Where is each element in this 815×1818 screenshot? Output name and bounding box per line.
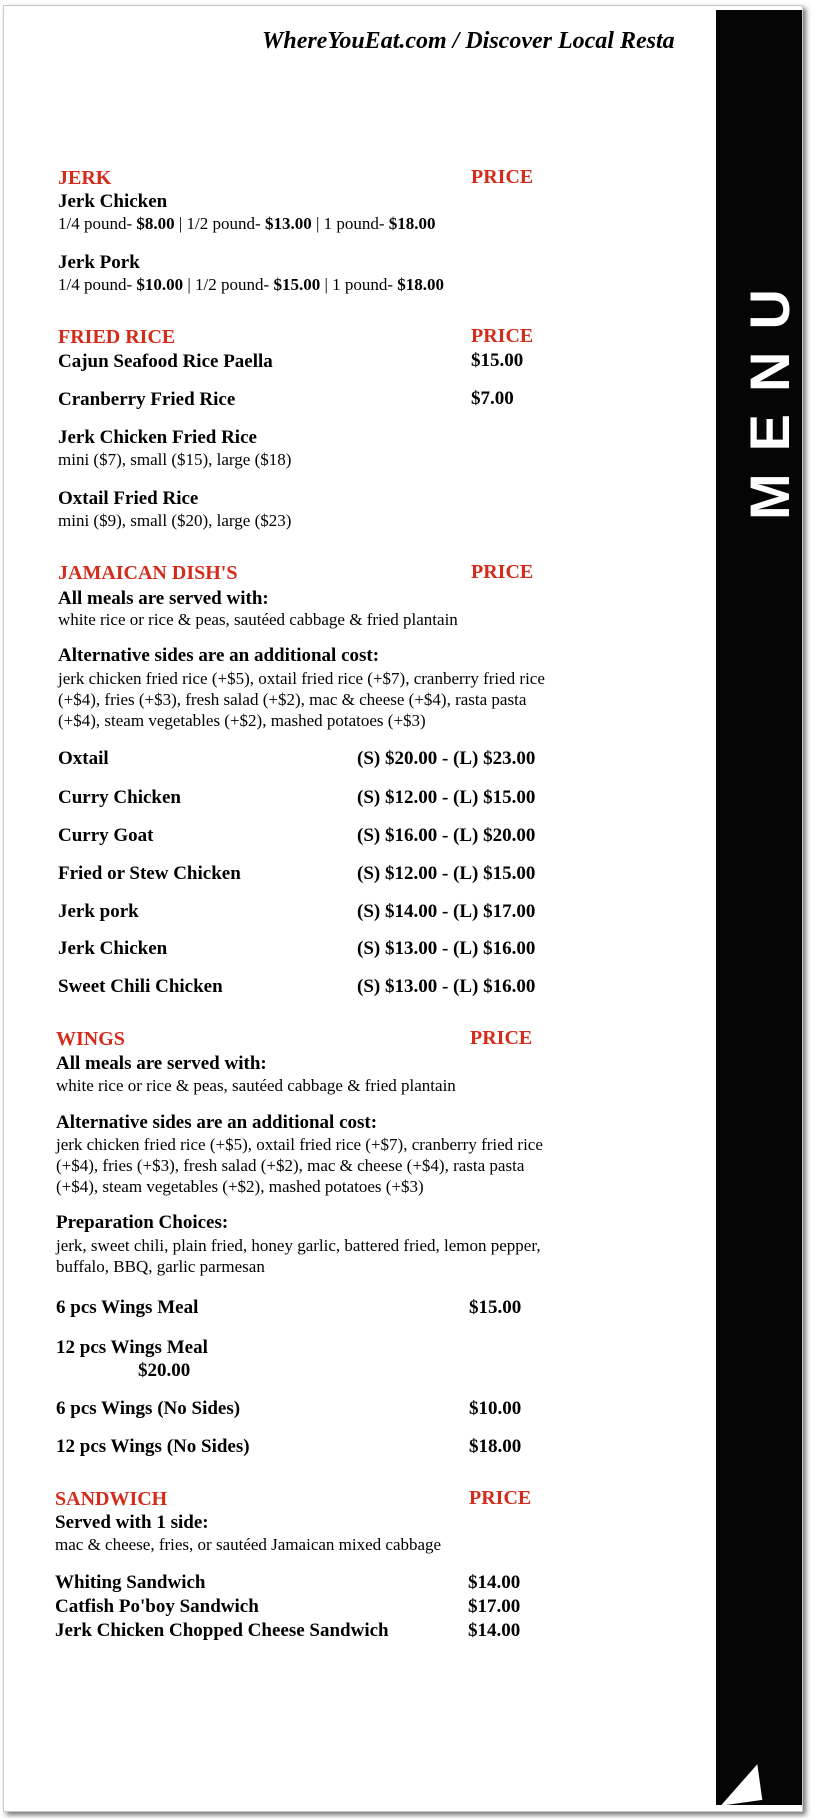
item-name: Cranberry Fried Rice <box>58 389 236 410</box>
item-name: 12 pcs Wings Meal <box>56 1337 208 1358</box>
item-name: Curry Chicken <box>58 787 181 808</box>
item-desc-jerk-chicken: 1/4 pound- $8.00 | 1/2 pound- $13.00 | 1 pound- $18.00 <box>58 214 436 233</box>
served-with-text: white rice or rice & peas, sautéed cabbage & fried plantain <box>58 610 458 629</box>
prep-choices-label: Preparation Choices: <box>56 1212 229 1233</box>
item-name-jerk-pork: Jerk Pork <box>58 252 140 273</box>
item-price: $15.00 <box>471 350 524 371</box>
item-name: Whiting Sandwich <box>55 1572 206 1593</box>
item-price: $7.00 <box>471 388 514 409</box>
alt-sides-line: (+$4), steam vegetables (+$2), mashed potatoes (+$3) <box>56 1177 424 1196</box>
site-title: WhereYouEat.com / Discover Local Resta <box>262 28 675 54</box>
alt-sides-line: (+$4), steam vegetables (+$2), mashed potatoes (+$3) <box>58 711 426 730</box>
item-price: $20.00 <box>138 1360 191 1381</box>
item-name: Jerk Chicken Fried Rice <box>58 427 257 448</box>
item-name: Fried or Stew Chicken <box>58 863 241 884</box>
item-price: $10.00 <box>469 1398 522 1419</box>
alt-sides-line: jerk chicken fried rice (+$5), oxtail fried rice (+$7), cranberry fried rice <box>56 1135 543 1154</box>
served-with-label: All meals are served with: <box>56 1053 267 1074</box>
price-heading-jerk: PRICE <box>471 166 534 188</box>
section-heading-jerk: JERK <box>58 167 112 189</box>
item-name: Oxtail Fried Rice <box>58 488 199 509</box>
item-desc: mini ($9), small ($20), large ($23) <box>58 511 292 530</box>
item-price: (S) $13.00 - (L) $16.00 <box>357 938 536 959</box>
item-price: $15.00 <box>469 1297 522 1318</box>
price-heading-jamaican: PRICE <box>471 561 534 583</box>
served-with-label: Served with 1 side: <box>55 1512 209 1533</box>
menu-banner-label: MENU <box>738 267 801 520</box>
prep-choices-line: jerk, sweet chili, plain fried, honey garlic, battered fried, lemon pepper, <box>56 1236 541 1255</box>
alt-sides-label: Alternative sides are an additional cost: <box>56 1112 378 1133</box>
item-price: $17.00 <box>468 1596 521 1617</box>
item-name: Curry Goat <box>58 825 154 846</box>
served-with-label: All meals are served with: <box>58 588 269 609</box>
item-name: Oxtail <box>58 748 109 769</box>
item-price: $14.00 <box>468 1572 521 1593</box>
served-with-text: white rice or rice & peas, sautéed cabbage & fried plantain <box>56 1076 456 1095</box>
item-name-jerk-chicken: Jerk Chicken <box>58 191 168 212</box>
item-price: $18.00 <box>469 1436 522 1457</box>
item-name: Cajun Seafood Rice Paella <box>58 351 273 372</box>
section-heading-wings: WINGS <box>56 1028 125 1050</box>
item-price: (S) $16.00 - (L) $20.00 <box>357 825 536 846</box>
item-price: (S) $12.00 - (L) $15.00 <box>357 787 536 808</box>
alt-sides-label: Alternative sides are an additional cost: <box>58 645 380 666</box>
item-name: Jerk pork <box>58 901 139 922</box>
item-price: $14.00 <box>468 1620 521 1641</box>
price-heading-fried-rice: PRICE <box>471 325 534 347</box>
item-price: (S) $14.00 - (L) $17.00 <box>357 901 536 922</box>
price-heading-wings: PRICE <box>470 1027 533 1049</box>
served-with-text: mac & cheese, fries, or sautéed Jamaican mixed cabbage <box>55 1535 442 1554</box>
section-heading-jamaican: JAMAICAN DISH'S <box>58 562 238 584</box>
alt-sides-line: (+$4), fries (+$3), fresh salad (+$2), mac & cheese (+$4), rasta pasta <box>58 690 527 709</box>
prep-choices-line: buffalo, BBQ, garlic parmesan <box>56 1257 265 1276</box>
page-corner-curl <box>716 1764 763 1805</box>
item-desc-jerk-pork: 1/4 pound- $10.00 | 1/2 pound- $15.00 | 1 pound- $18.00 <box>58 275 445 294</box>
item-price: (S) $20.00 - (L) $23.00 <box>357 748 536 769</box>
alt-sides-line: (+$4), fries (+$3), fresh salad (+$2), mac & cheese (+$4), rasta pasta <box>56 1156 525 1175</box>
item-name: Jerk Chicken Chopped Cheese Sandwich <box>55 1620 389 1641</box>
item-price: (S) $13.00 - (L) $16.00 <box>357 976 536 997</box>
item-desc: mini ($7), small ($15), large ($18) <box>58 450 292 469</box>
item-name: 6 pcs Wings (No Sides) <box>56 1398 241 1419</box>
item-name: Sweet Chili Chicken <box>58 976 223 997</box>
item-name: 6 pcs Wings Meal <box>56 1297 199 1318</box>
item-name: 12 pcs Wings (No Sides) <box>56 1436 250 1457</box>
alt-sides-line: jerk chicken fried rice (+$5), oxtail fried rice (+$7), cranberry fried rice <box>58 669 545 688</box>
item-name: Catfish Po'boy Sandwich <box>55 1596 259 1617</box>
price-heading-sandwich: PRICE <box>469 1487 532 1509</box>
section-heading-fried-rice: FRIED RICE <box>58 326 176 348</box>
item-price: (S) $12.00 - (L) $15.00 <box>357 863 536 884</box>
section-heading-sandwich: SANDWICH <box>55 1488 168 1510</box>
item-name: Jerk Chicken <box>58 938 168 959</box>
